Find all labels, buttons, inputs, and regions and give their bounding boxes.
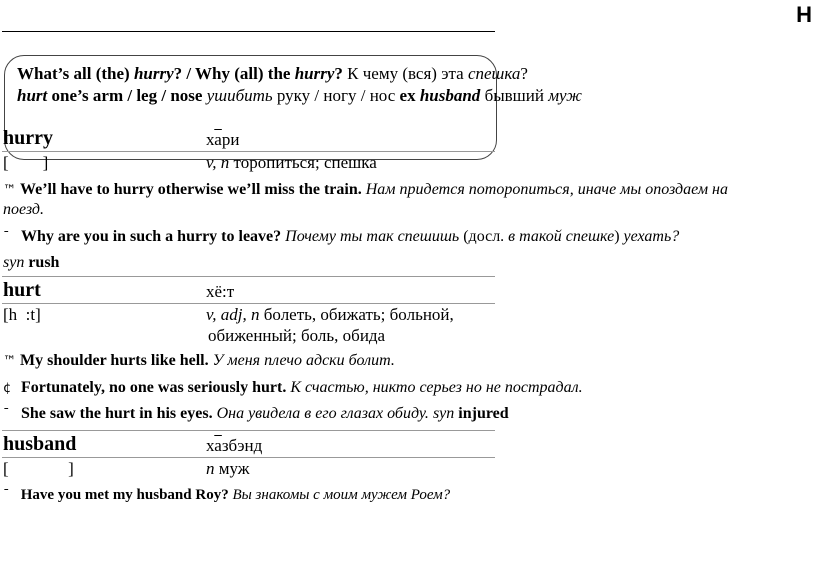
phrase-2-ru-b: руку / ногу / нос — [272, 86, 400, 105]
phrase-2-ru-d: муж — [548, 86, 582, 105]
divider-hurry — [2, 151, 495, 152]
phrase-2-ru-a: ушибить — [206, 86, 273, 105]
phrase-2-en-a: hurt — [17, 86, 48, 105]
example-hurry-2-ru-c: в такой спешке — [508, 228, 615, 245]
transcription-hurry-a: х — [206, 130, 215, 149]
pos-husband: n — [206, 459, 215, 478]
transcription-hurry — [206, 130, 239, 150]
translation-hurry: торопиться; спешка — [229, 153, 377, 172]
headword-hurt: hurt — [3, 279, 41, 301]
brackets-hurry: [ ] — [3, 153, 49, 172]
synonym-hurry — [3, 254, 59, 272]
example-hurry-2-ru-b: (досл. — [463, 228, 509, 245]
example-hurt-2 — [3, 379, 583, 397]
bullet-icon: ™ — [3, 354, 16, 369]
bullet-icon: ˉ — [3, 230, 10, 245]
example-husband-1-ru: Вы знакомы с моим мужем Роем? — [228, 487, 451, 503]
top-divider — [2, 31, 495, 32]
definition-husband — [206, 459, 250, 479]
example-hurry-1-en: We’ll have to hurry otherwise we’ll miss the train. — [20, 181, 362, 198]
brackets-hurt: [h :t] — [3, 305, 41, 324]
headword-husband: husband — [3, 433, 77, 455]
pos-hurry: v, n — [206, 153, 230, 172]
example-hurt-3 — [3, 405, 509, 423]
phrase-2-en-d: husband — [419, 86, 481, 105]
divider-hurt-top — [2, 276, 495, 277]
phrase-2-en-b: one’s arm / leg / nose — [47, 86, 207, 105]
example-hurry-2 — [3, 228, 679, 246]
phrase-1-en-e: ? — [334, 64, 348, 83]
divider-hurt — [2, 303, 495, 304]
example-hurry-2-ru-e: уехать? — [623, 228, 680, 245]
translation-hurt: болеть, обижать; больной, — [259, 305, 454, 324]
syn-word: rush — [24, 254, 60, 271]
syn-label: syn — [432, 405, 455, 422]
phrase-1-en-c: ? / Why (all) the — [173, 64, 295, 83]
example-hurt-1-en: My shoulder hurts like hell. — [20, 352, 209, 369]
transcription-husband-b: збэнд — [221, 436, 263, 455]
bullet-icon: ˉ — [3, 488, 10, 503]
example-hurry-1-cont: поезд. — [3, 201, 45, 218]
example-hurt-1-ru: У меня плечо адски болит. — [208, 352, 395, 369]
example-hurry-1 — [3, 181, 728, 199]
definition-hurt-cont: обиженный; боль, обида — [208, 326, 386, 345]
transcription-hurry-b: ри — [221, 130, 240, 149]
example-hurt-2-ru: К счастью, никто серьез но не пострадал. — [286, 379, 583, 396]
example-hurry-2-ru-d: ) — [614, 228, 624, 245]
headword-hurry: hurry — [3, 127, 53, 149]
translation-husband: муж — [214, 459, 250, 478]
example-husband-1 — [3, 487, 450, 504]
pos-hurt: v, adj, n — [206, 305, 260, 324]
bullet-icon: ¢ — [3, 381, 12, 396]
bullet-icon: ™ — [3, 183, 16, 198]
syn-label: syn — [3, 254, 25, 271]
example-hurt-3-en: She saw the hurt in his eyes. — [21, 405, 213, 422]
definition-hurry — [206, 153, 377, 173]
example-hurry-1-ru: Нам придется поторопиться, иначе мы опоздаем на — [361, 181, 728, 198]
phrase-1-en-a: What’s all (the) — [17, 64, 134, 83]
phrase-1-ru-a: К чему (вся) эта — [347, 64, 468, 83]
corner-letter: H — [796, 2, 812, 27]
phrase-1-ru-c: ? — [520, 64, 528, 83]
transcription-hurry-stress: а — [214, 130, 222, 149]
example-husband-1-en: Have you met my husband Roy? — [20, 487, 229, 503]
phrase-1-ru-b: спешка — [467, 64, 521, 83]
phrase-2-ru-c: бывший — [480, 86, 549, 105]
phrase-1-en-b: hurry — [133, 64, 174, 83]
bullet-icon: ˉ — [3, 407, 10, 422]
phrase-line-1 — [17, 64, 528, 84]
example-hurt-1 — [3, 352, 395, 370]
phrase-2-en-c: ex — [399, 86, 420, 105]
example-hurry-2-en: Why are you in such a hurry to leave? — [21, 228, 282, 245]
brackets-husband: [ ] — [3, 459, 74, 478]
phrase-line-2 — [17, 86, 582, 106]
example-hurry-2-ru-a: Почему ты так спешишь — [281, 228, 464, 245]
divider-husband-top — [2, 430, 495, 431]
syn-word: injured — [454, 405, 509, 422]
transcription-husband-a: х — [206, 436, 215, 455]
transcription-husband — [206, 436, 262, 456]
transcription-hurt: хё:т — [206, 282, 235, 301]
transcription-husband-stress: а — [214, 436, 222, 455]
divider-husband — [2, 457, 495, 458]
example-hurt-2-en: Fortunately, no one was seriously hurt. — [21, 379, 287, 396]
example-hurt-3-ru: Она увидела в его глазах обиду. — [212, 405, 433, 422]
definition-hurt — [206, 305, 454, 325]
phrase-1-en-d: hurry — [294, 64, 335, 83]
